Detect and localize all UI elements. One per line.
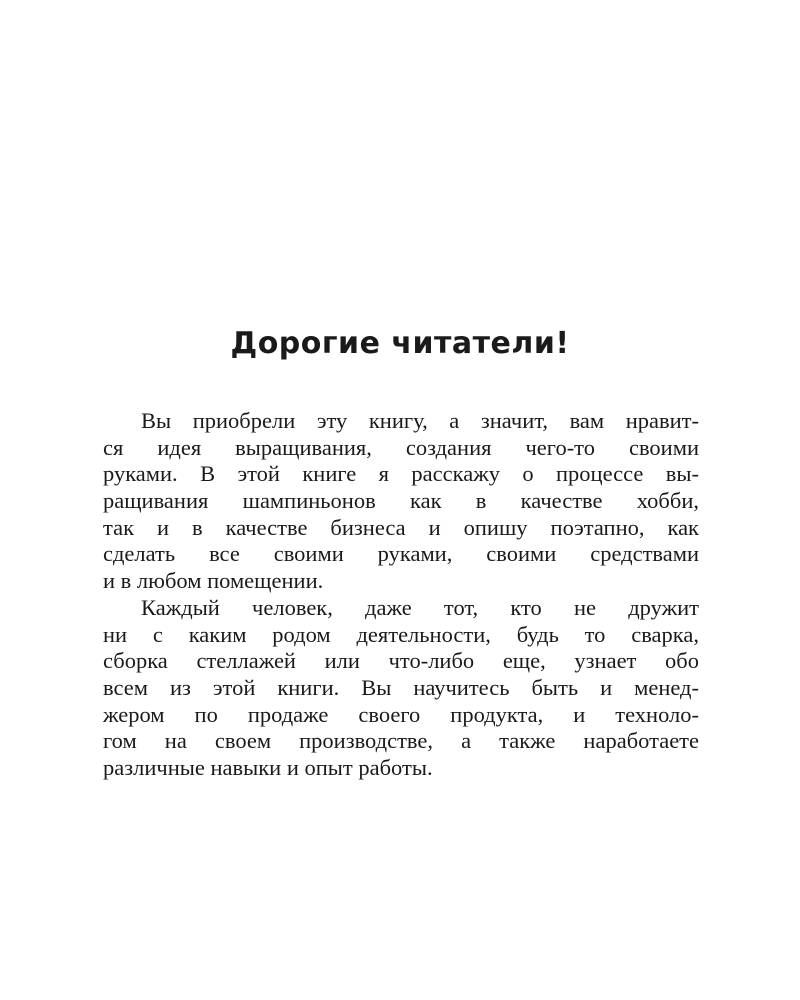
text-line: сделать все своими руками, своими средствами xyxy=(103,541,699,567)
text-line: гом на своем производстве, а также наработаете xyxy=(103,728,699,754)
text-line: всем из этой книги. Вы научитесь быть и менед- xyxy=(103,674,699,700)
text-line: сборка стеллажей или что-либо еще, узнает обо xyxy=(103,648,699,674)
body-text xyxy=(103,408,699,782)
text-line: ся идея выращивания, создания чего-то своими xyxy=(103,434,699,460)
text-line: ни с каким родом деятельности, будь то сварка, xyxy=(103,621,699,647)
text-line: Вы приобрели эту книгу, а значит, вам нравит- xyxy=(141,408,699,433)
text-line: жером по продаже своего продукта, и техноло- xyxy=(103,701,699,727)
paragraph-2 xyxy=(103,595,699,782)
page-title: Дорогие читатели! xyxy=(230,326,570,361)
text-line: Каждый человек, даже тот, кто не дружит xyxy=(141,594,699,620)
text-line: и в любом помещении. xyxy=(103,568,324,594)
text-line: так и в качестве бизнеса и опишу поэтапно, как xyxy=(103,514,699,540)
text-line: руками. В этой книге я расскажу о процессе вы- xyxy=(103,461,699,487)
text-line: ращивания шампиньонов как в качестве хобби, xyxy=(103,488,699,514)
text-line: различные навыки и опыт работы. xyxy=(103,754,433,780)
paragraph-1 xyxy=(103,408,699,595)
